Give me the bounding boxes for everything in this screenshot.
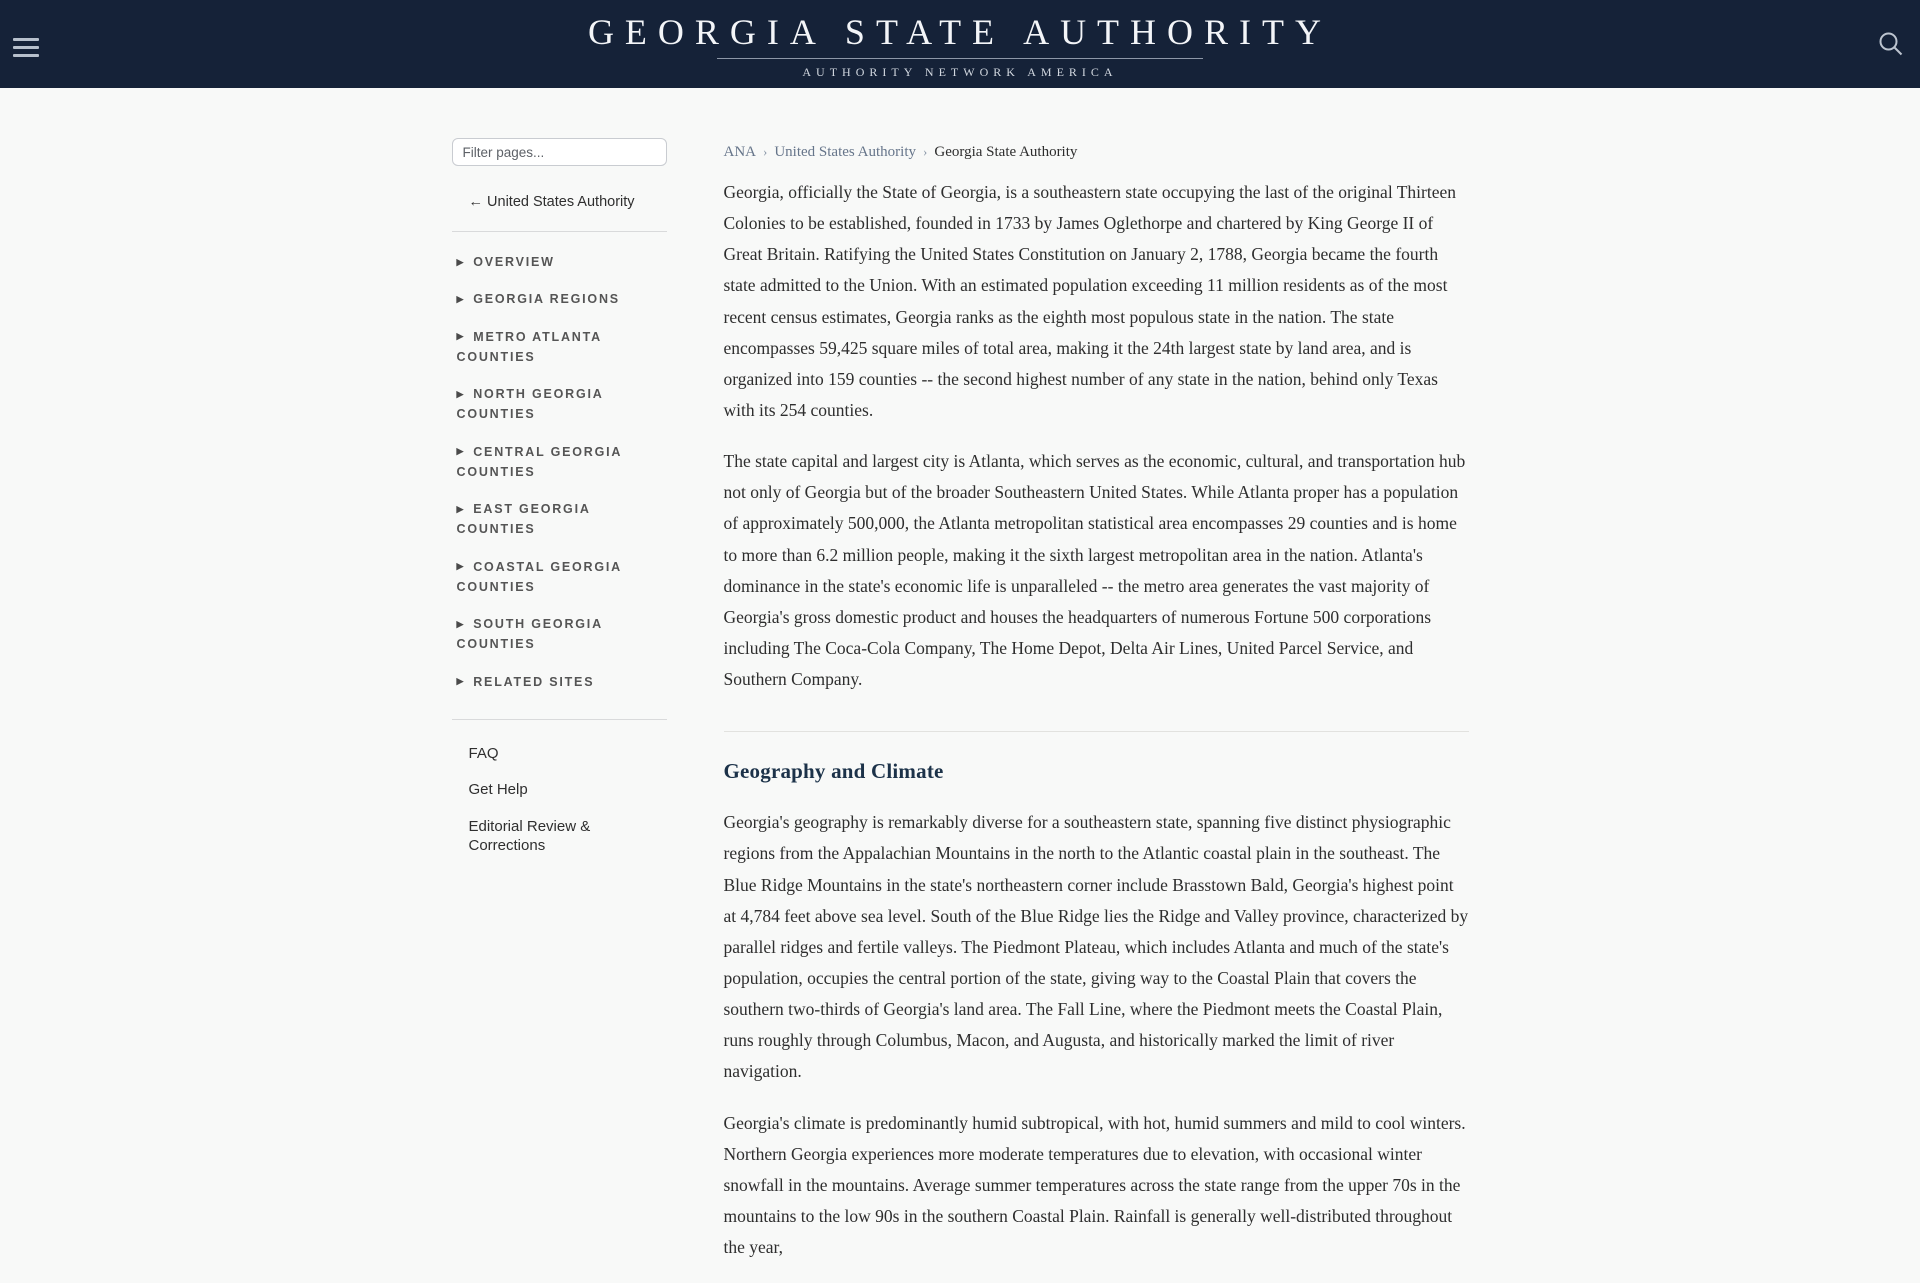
main-content [724,138,1469,1283]
sidebar-section-label: GEORGIA REGIONS [473,292,620,307]
sidebar-divider [452,231,667,232]
sidebar-section-label: METRO ATLANTA COUNTIES [456,329,602,364]
section-paragraph: Georgia's geography is remarkably diverse for a southeastern state, spanning five distinct physiographic regions from the Appalachian Mountains in the north to the Atlantic coastal plain in the southeast. The Blue Ridge Mountains in the state's northeastern corner include Brasstown Bald, Georgia's highest point at 4,784 feet above sea level. South of the Blue Ridge lies the Ridge and Valley province, characterized by parallel ridges and fertile valleys. The Piedmont Plateau, which includes Atlanta and much of the state's population, occupies the central portion of the state, giving way to the Coastal Plain that covers the southern two-thirds of Georgia's land area. The Fall Line, where the Piedmont meets the Coastal Plain, runs roughly through Columbus, Macon, and Augusta, and historically marked the limit of river navigation. [723,812,1469,1082]
sidebar-section-label: EAST GEORGIA COUNTIES [456,502,591,537]
sidebar [452,138,667,1283]
expand-arrow-icon: ▶ [456,503,466,514]
section-paragraph: Georgia's climate is predominantly humid subtropical, with hot, humid summers and mild to cool winters. Northern Georgia experiences more moderate temperatures due to elevation, with occasional winter snowfall in the mountains. Average summer temperatures across the state range from the upper 70s in the mountains to the low 90s in the southern Coastal Plain. Rainfall is generally well-distributed throughout the year, [723,1112,1466,1258]
sidebar-section-north-georgia-counties[interactable] [452,384,667,425]
sidebar-section-label: SOUTH GEORGIA COUNTIES [456,617,603,652]
sidebar-section-south-georgia-counties[interactable] [452,614,667,655]
breadcrumb-current-page: Georgia State Authority [934,144,1078,160]
site-header [0,0,1920,88]
back-to-parent-link[interactable] [469,194,667,210]
sidebar-section-label: COASTAL GEORGIA COUNTIES [456,559,622,594]
sidebar-link-get-help[interactable]: Get Help [468,781,528,799]
breadcrumb-separator: › [763,144,768,159]
expand-arrow-icon: ▶ [456,446,466,456]
sidebar-section-label: RELATED SITES [473,674,595,689]
site-branding [588,11,1332,80]
expand-arrow-icon: ▶ [456,676,466,686]
section-divider [724,731,1469,732]
content-layout [452,88,1469,1283]
expand-arrow-icon: ▶ [456,256,466,267]
sidebar-link-faq[interactable]: FAQ [468,744,499,762]
sidebar-link-editorial-review[interactable]: Editorial Review & Corrections [468,817,591,855]
sidebar-section-overview[interactable] [452,252,667,272]
expand-arrow-icon: ▶ [456,293,466,304]
filter-pages-input[interactable] [452,138,667,166]
breadcrumb-link-ana[interactable]: ANA [723,144,756,160]
back-link-label: United States Authority [487,194,635,210]
intro-paragraph: Georgia, officially the State of Georgia, is a southeastern state occupying the last of the original Thirteen Colonies to be established, founded in 1733 by James Oglethorpe and chartered by King George II of Great Britain. Ratifying the United States Constitution on January 2, 1788, Georgia became the fourth state admitted to the Union. With an estimated population exceeding 11 million residents as of the most recent census estimates, Georgia ranks as the eighth most populous state in the nation. The state encompasses 59,425 square miles of total area, making it the 24th largest state by land area, and is organized into 159 counties -- the second highest number of any state in the nation, behind only Texas with its 254 counties. [723,182,1457,420]
section-heading-geography-and-climate: Geography and Climate [723,759,944,784]
hamburger-bar [13,46,39,50]
article-body [724,177,1469,1263]
back-arrow-icon: ← [468,194,483,210]
expand-arrow-icon: ▶ [456,388,466,399]
intro-paragraph: The state capital and largest city is Atlanta, which serves as the economic, cultural, and transportation hub not only of Georgia but of the broader Southeastern United States. While Atlanta proper has a population of approximately 500,000, the Atlanta metropolitan statistical area encompasses 29 counties and is home to more than 6.2 million people, making it the sixth largest metropolitan area in the nation. Atlanta's dominance in the state's economic life is unparalleled -- the metro area generates the vast majority of Georgia's gross domestic product and houses the headquarters of numerous Fortune 500 corporations including The Coca-Cola Company, The Home Depot, Delta Air Lines, United Parcel Service, and Southern Company. [723,451,1466,690]
breadcrumb-link-united-states-authority[interactable]: United States Authority [774,144,917,160]
hamburger-bar [13,38,39,42]
title-underline [717,58,1203,59]
expand-arrow-icon: ▶ [456,561,466,571]
sidebar-section-central-georgia-counties[interactable] [452,442,667,483]
breadcrumb-separator: › [923,144,928,159]
site-subtitle: AUTHORITY NETWORK AMERICA [802,64,1118,79]
breadcrumb [724,144,1469,161]
sidebar-divider [452,719,667,720]
sidebar-section-label: OVERVIEW [473,255,555,269]
sidebar-section-related-sites[interactable] [452,672,667,692]
expand-arrow-icon: ▶ [456,331,466,341]
hamburger-bar [13,54,39,58]
sidebar-section-label: NORTH GEORGIA COUNTIES [456,387,604,422]
sidebar-section-east-georgia-counties[interactable] [452,499,667,540]
hamburger-menu-icon[interactable] [11,31,45,64]
sidebar-section-metro-atlanta-counties[interactable] [452,327,667,368]
search-icon[interactable] [1877,30,1904,60]
sidebar-section-georgia-regions[interactable] [452,289,667,309]
sidebar-section-label: CENTRAL GEORGIA COUNTIES [456,444,622,479]
expand-arrow-icon: ▶ [456,618,466,629]
site-title: GEORGIA STATE AUTHORITY [587,11,1333,52]
sidebar-section-coastal-georgia-counties[interactable] [452,557,667,598]
